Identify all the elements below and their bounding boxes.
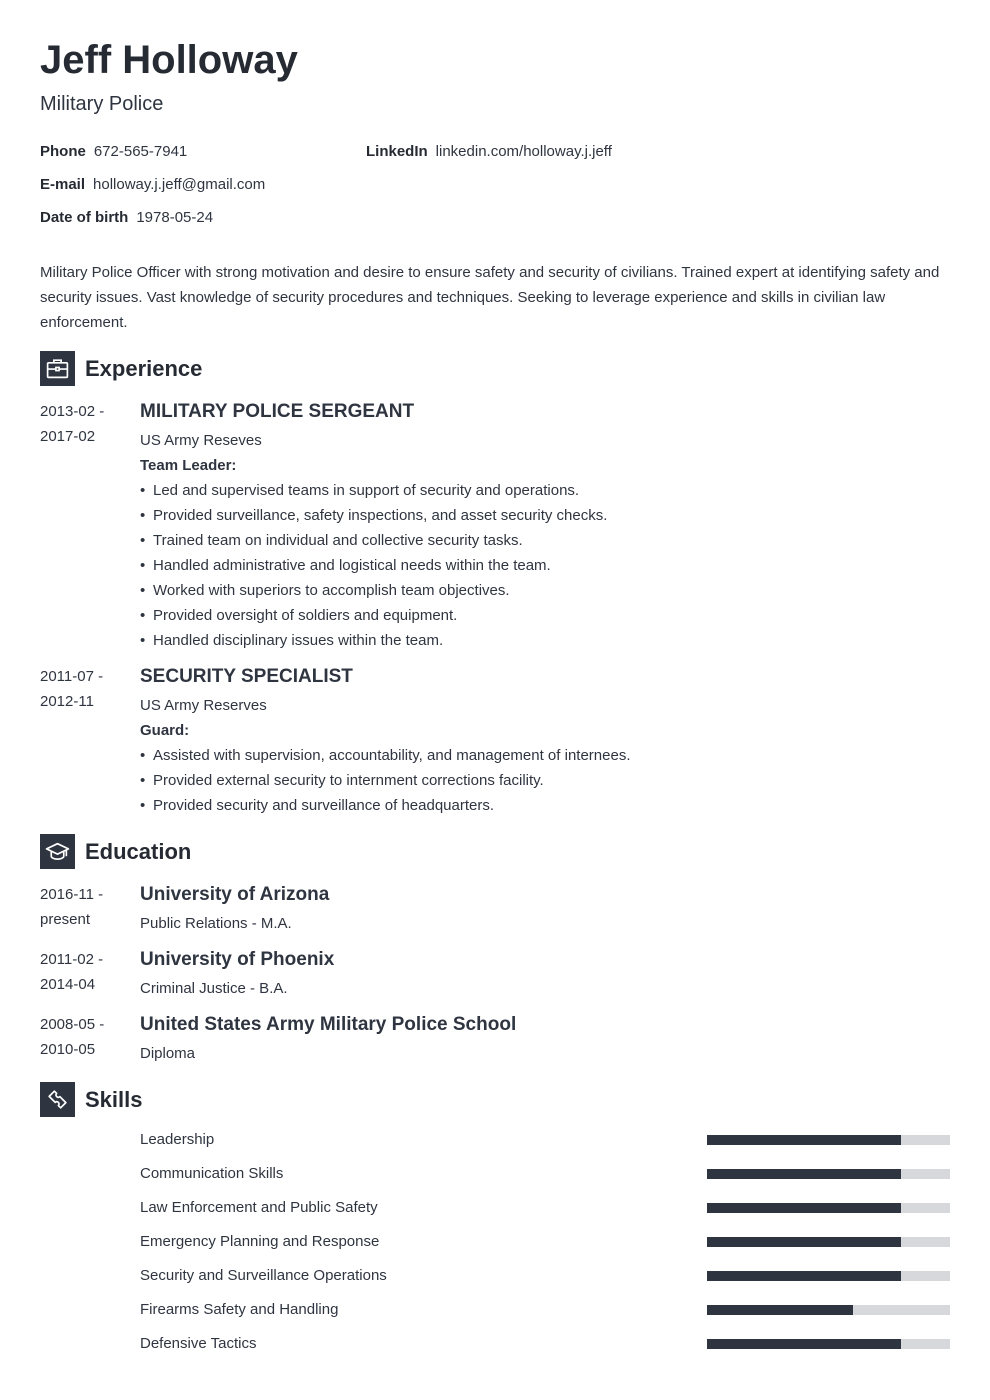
duty-item: • Handled disciplinary issues within the team. (140, 628, 950, 653)
degree: Public Relations - M.A. (140, 915, 292, 932)
education-dates (40, 882, 130, 932)
education-details (140, 1012, 950, 1066)
skill-level-bar (707, 1203, 950, 1213)
skill-name: Communication Skills (140, 1165, 284, 1182)
skill-level-fill (707, 1169, 901, 1179)
skill-level-bar (707, 1135, 950, 1145)
skill-row (140, 1164, 950, 1184)
job-title: MILITARY POLICE SERGEANT (140, 401, 415, 422)
experience-section-header (40, 351, 202, 386)
dob-label: Date of birth (40, 209, 129, 226)
skill-row (140, 1130, 950, 1150)
dob-value: 1978-05-24 (136, 209, 214, 226)
duty-item: • Assisted with supervision, accountability, and management of internees. (140, 743, 950, 768)
duty-item: • Provided external security to internment corrections facility. (140, 768, 950, 793)
briefcase-icon (40, 351, 75, 386)
duty-item: • Provided surveillance, safety inspections, and asset security checks. (140, 503, 950, 528)
phone-label: Phone (40, 143, 86, 160)
skill-row (140, 1266, 950, 1286)
job-date-start: 2013-02 - (40, 403, 105, 420)
duty-item: • Led and supervised teams in support of security and operations. (140, 478, 950, 503)
job-title: SECURITY SPECIALIST (140, 666, 353, 687)
skill-name: Security and Surveillance Operations (140, 1267, 387, 1284)
education-date-start: 2016-11 - (40, 886, 104, 903)
skill-level-bar (707, 1169, 950, 1179)
skill-row (140, 1300, 950, 1320)
experience-heading: Experience (85, 355, 203, 381)
puzzle-piece-icon (40, 1082, 75, 1117)
job-role: Team Leader: (140, 457, 237, 474)
phone-value: 672-565-7941 (93, 143, 188, 160)
skill-level-fill (707, 1271, 901, 1281)
linkedin-label: LinkedIn (366, 143, 428, 160)
skill-level-fill (707, 1203, 901, 1213)
skill-name: Emergency Planning and Response (140, 1233, 380, 1250)
job-date-start: 2011-07 - (40, 668, 104, 685)
profile-summary: Military Police Officer with strong motivation and desire to ensure safety and security of civilians. Trained expert at identifying safety and security issues. Vast knowledge of security procedures and techniques. Seeking to leverage experience and skills in civilian law enforcement. (40, 264, 940, 331)
skills-heading: Skills (85, 1086, 143, 1112)
skills-section-header (40, 1082, 142, 1117)
phone-row (40, 142, 187, 162)
skill-name: Firearms Safety and Handling (140, 1301, 339, 1318)
education-dates (40, 947, 130, 997)
skill-level-fill (707, 1135, 901, 1145)
skill-row (140, 1334, 950, 1354)
education-section-header (40, 834, 191, 869)
skill-row (140, 1232, 950, 1252)
skill-name: Law Enforcement and Public Safety (140, 1199, 378, 1216)
job-employer: US Army Reserves (140, 697, 267, 714)
skill-level-fill (707, 1237, 901, 1247)
job-date-end: 2017-02 (40, 428, 96, 445)
duty-item: • Trained team on individual and collective security tasks. (140, 528, 950, 553)
job-employer: US Army Reseves (140, 432, 262, 449)
graduation-cap-icon (40, 834, 75, 869)
duty-item: • Provided oversight of soldiers and equipment. (140, 603, 950, 628)
education-date-end: 2014-04 (40, 976, 96, 993)
skill-level-bar (707, 1237, 950, 1247)
email-label: E-mail (40, 176, 86, 193)
candidate-name: Jeff Holloway (40, 38, 298, 82)
education-date-end: present (40, 911, 91, 928)
education-date-start: 2011-02 - (40, 951, 104, 968)
education-details (140, 882, 950, 936)
duty-item: • Handled administrative and logistical needs within the team. (140, 553, 950, 578)
job-dates (40, 664, 130, 714)
job-date-end: 2012-11 (40, 693, 94, 710)
education-dates (40, 1012, 130, 1062)
skill-name: Leadership (140, 1131, 215, 1148)
skill-level-bar (707, 1271, 950, 1281)
school-name: United States Army Military Police School (140, 1014, 517, 1035)
linkedin-value[interactable]: linkedin.com/holloway.j.jeff (435, 143, 612, 160)
job-role: Guard: (140, 722, 190, 739)
degree: Diploma (140, 1045, 196, 1062)
duty-item: • Worked with superiors to accomplish team objectives. (140, 578, 950, 603)
email-value[interactable]: holloway.j.jeff@gmail.com (93, 176, 266, 193)
job-duties (140, 478, 950, 653)
skill-level-fill (707, 1305, 853, 1315)
candidate-title: Military Police (40, 93, 164, 115)
skill-level-bar (707, 1305, 950, 1315)
email-row (40, 175, 265, 195)
duty-item: • Provided security and surveillance of headquarters. (140, 793, 950, 818)
school-name: University of Arizona (140, 884, 330, 905)
job-dates (40, 399, 130, 449)
job-details (140, 664, 950, 818)
degree: Criminal Justice - B.A. (140, 980, 288, 997)
skill-level-fill (707, 1339, 901, 1349)
dob-row (40, 208, 213, 228)
skill-level-bar (707, 1339, 950, 1349)
skill-name: Defensive Tactics (140, 1335, 257, 1352)
job-details (140, 399, 950, 653)
school-name: University of Phoenix (140, 949, 335, 970)
education-date-end: 2010-05 (40, 1041, 96, 1058)
education-details (140, 947, 950, 1001)
linkedin-row (366, 142, 612, 162)
skill-row (140, 1198, 950, 1218)
education-date-start: 2008-05 - (40, 1016, 105, 1033)
job-duties (140, 743, 950, 818)
education-heading: Education (85, 838, 192, 864)
